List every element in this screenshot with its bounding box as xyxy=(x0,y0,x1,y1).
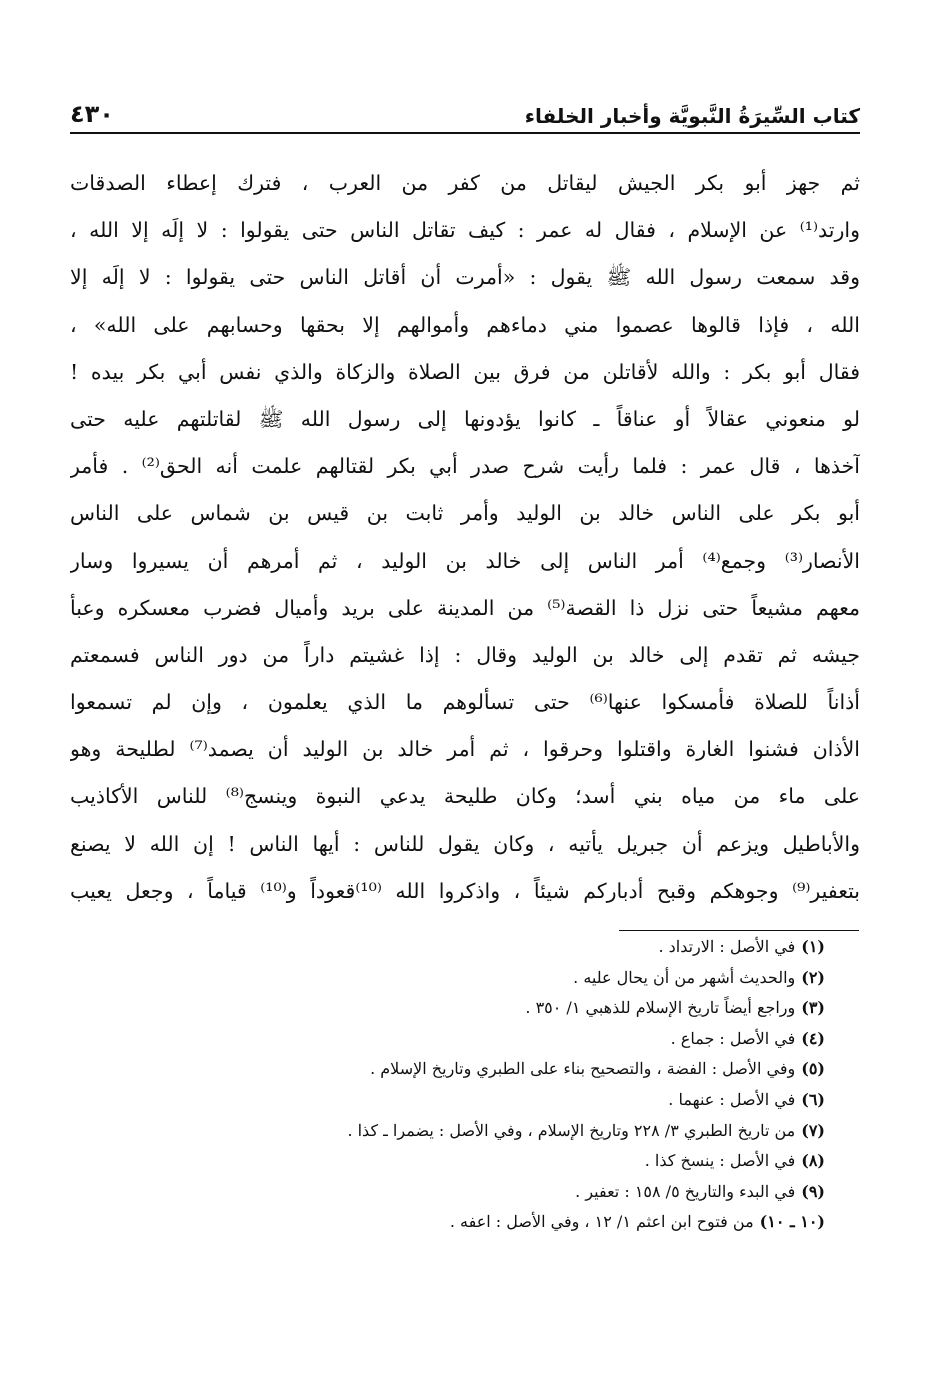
text-line: ثم جهز أبو بكر الجيش ليقاتل من كفر من العرب ، فترك إعطاء الصدقات xyxy=(70,171,860,195)
footnote-text: من تاريخ الطبري ٣/ ٢٢٨ وتاريخ الإسلام ، وفي الأصل : يضمرا ـ كذا . xyxy=(347,1120,796,1140)
footnote-number: (٩) xyxy=(801,1181,825,1201)
footnote-number: (٢) xyxy=(801,967,825,987)
footnote xyxy=(70,1177,825,1208)
footnote-text: من فتوح ابن اعثم ١/ ١٢ ، وفي الأصل : اعفه . xyxy=(449,1212,754,1232)
footnotes xyxy=(70,932,825,1238)
footnote xyxy=(70,1085,825,1116)
footnote-text: في البدء والتاريخ ٥/ ١٥٨ : تعفير . xyxy=(575,1181,796,1201)
footnote xyxy=(70,1054,825,1085)
footnote xyxy=(70,993,825,1024)
text-line: لو منعوني عقالاً أو عناقاً ـ كانوا يؤدونها إلى رسول الله ﷺ لقاتلتهم عليه حتى xyxy=(70,406,860,431)
text-line: على ماء من مياه بني أسد؛ وكان طليحة يدعي النبوة وينسج⁽⁸⁾ للناس الأكاذيب xyxy=(70,784,860,809)
text-line: أبو بكر على الناس خالد بن الوليد وأمر ثابت بن قيس بن شماس على الناس xyxy=(70,501,860,526)
text-line: معهم مشيعاً حتى نزل ذا القصة⁽⁵⁾ من المدينة على بريد وأميال فضرب معسكره وعبأ xyxy=(70,595,860,620)
text-line: والأباطيل ويزعم أن جبريل يأتيه ، وكان يقول للناس : أيها الناس ! إن الله لا يصنع xyxy=(70,831,860,856)
text-line: جيشه ثم تقدم إلى خالد بن الوليد وقال : إذا غشيتم داراً من دور الناس فسمعتم xyxy=(70,642,860,667)
running-title: كتاب السِّيرَةُ النَّبويَّة وأخبار الخلفاء xyxy=(524,104,860,128)
text-line: وارتد⁽¹⁾ عن الإسلام ، فقال له عمر : كيف تقاتل الناس حتى يقولوا : لا إلَه إلا الله ، xyxy=(70,218,860,243)
footnote xyxy=(70,963,825,994)
footnote-text: في الأصل : عنهما . xyxy=(668,1089,796,1109)
text-line: وقد سمعت رسول الله ﷺ يقول : «أمرت أن أقاتل الناس حتى يقولوا : لا إلَه إلا xyxy=(70,265,860,290)
text-line: بتعفير⁽⁹⁾ وجوهكم وقبح أدباركم شيئاً ، واذكروا الله ⁽¹⁰⁾قعوداً و⁽¹⁰⁾ قياماً ، وجعل يعيب xyxy=(70,878,860,903)
text-line: أذاناً للصلاة فأمسكوا عنها⁽⁶⁾ حتى تسألوهم ما الذي يعلمون ، وإن لم تسمعوا xyxy=(70,690,860,715)
footnote-number: (٣) xyxy=(801,998,825,1018)
footnote-number: (٦) xyxy=(801,1089,825,1109)
footnote-divider xyxy=(619,930,859,931)
main-text xyxy=(70,160,860,915)
footnote-text: في الأصل : ينسخ كذا . xyxy=(644,1151,796,1171)
footnote-number: (١) xyxy=(801,937,825,956)
footnote-text: في الأصل : الارتداد . xyxy=(658,937,796,956)
footnote-text: في الأصل : جماع . xyxy=(670,1028,796,1048)
text-line: آخذها ، قال عمر : فلما رأيت شرح صدر أبي بكر لقتالهم علمت أنه الحق⁽²⁾ . فأمر xyxy=(70,454,860,479)
footnote-number: (٧) xyxy=(801,1120,825,1140)
text-line: الأنصار⁽³⁾ وجمع⁽⁴⁾ أمر الناس إلى خالد بن الوليد ، ثم أمرهم أن يسيروا وسار xyxy=(70,548,860,573)
text-line: الأذان فشنوا الغارة واقتلوا وحرقوا ، ثم أمر خالد بن الوليد أن يصمد⁽⁷⁾ لطليحة وهو xyxy=(70,737,860,762)
text-line: فقال أبو بكر : والله لأقاتلن من فرق بين الصلاة والزكاة والذي نفس أبي بكر بيده ! xyxy=(70,359,860,384)
footnote-text: وراجع أيضاً تاريخ الإسلام للذهبي ١/ ٣٥٠ . xyxy=(525,998,796,1018)
footnote-text: والحديث أشهر من أن يحال عليه . xyxy=(573,967,796,987)
footnote-number: (٥) xyxy=(801,1059,825,1079)
footnote-number: (٨) xyxy=(801,1151,825,1171)
page-number: ٤٣٠ xyxy=(70,100,114,128)
footnote xyxy=(70,1024,825,1055)
footnote xyxy=(70,1207,825,1238)
footnote-number: (١٠ ـ ١٠) xyxy=(759,1212,825,1232)
footnote xyxy=(70,932,825,963)
footnote-text: وفي الأصل : الفضة ، والتصحيح بناء على الطبري وتاريخ الإسلام . xyxy=(370,1059,796,1079)
footnote-number: (٤) xyxy=(801,1028,825,1048)
footnote xyxy=(70,1116,825,1147)
text-line: الله ، فإذا قالوها عصموا مني دماءهم وأموالهم إلا بحقها وحسابهم على الله» ، xyxy=(70,312,860,337)
footnote xyxy=(70,1146,825,1177)
page-header xyxy=(70,88,860,134)
